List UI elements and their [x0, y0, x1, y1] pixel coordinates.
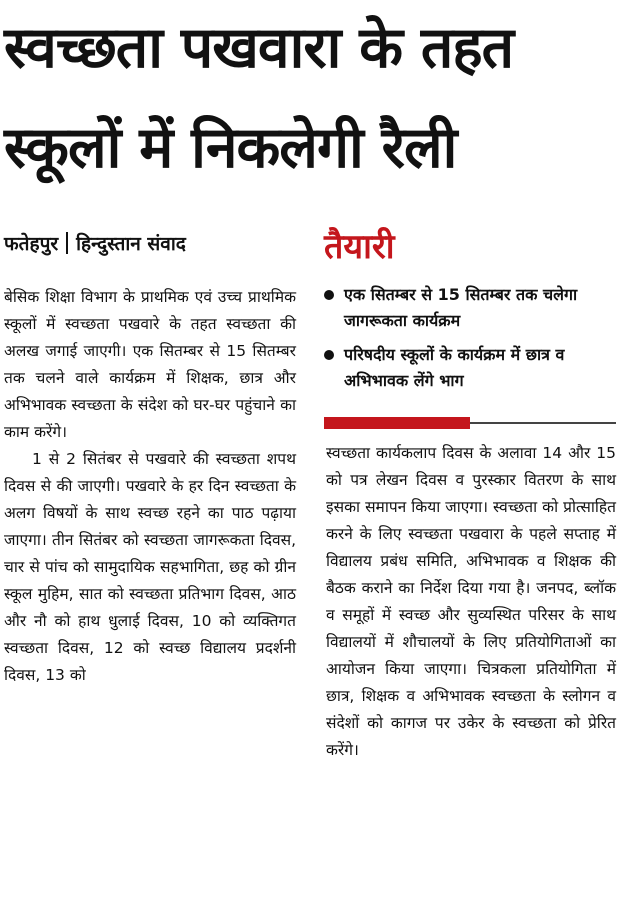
article-column-left [4, 284, 296, 689]
byline [4, 230, 186, 256]
sidebar-tag: तैयारी [324, 227, 395, 267]
bullet-item [322, 282, 622, 334]
article-column-right [326, 440, 616, 764]
bullet-text: परिषदीय स्कूलों के कार्यक्रम में छात्र व अभिभावक लेंगे भाग [344, 345, 565, 390]
bullet-text: एक सितम्बर से 15 सितम्बर तक चलेगा जागरूकता कार्यक्रम [344, 285, 578, 330]
bullet-dot-icon [324, 350, 334, 360]
section-divider-rule [470, 422, 616, 424]
article-paragraph: 1 से 2 सितंबर से पखवारे की स्वच्छता शपथ दिवस से की जाएगी। पखवारे के हर दिन स्वच्छता के अलग विषयों के साथ स्वच्छ रहने का पाठ पढ़ाया जाएगा। तीन सितंबर को स्वच्छता जागरूकता दिवस, चार से पांच को सामुदायिक सहभागिता, छह को ग्रीन स्कूल मुहिम, सात को स्वच्छता प्रतिभाग दिवस, आठ और नौ को हाथ धुलाई दिवस, 10 को व्यक्तिगत स्वच्छता दिवस, 12 को स्वच्छ विद्यालय प्रदर्शनी दिवस, 13 को [4, 450, 296, 684]
byline-place: फतेहपुर [4, 233, 59, 255]
headline-line-1: स्वच्छता पखवारा के तहत [4, 15, 514, 81]
section-divider-accent [324, 417, 470, 429]
headline [4, 2, 628, 202]
article-paragraph: बेसिक शिक्षा विभाग के प्राथमिक एवं उच्च प्राथमिक स्कूलों में स्वच्छता पखवारे के तहत स्वच्छता की अलख जगाई जाएगी। एक सितम्बर से 15 सितम्बर तक चलने वाले कार्यक्रम में शिक्षक, छात्र और अभिभावक स्वच्छता के संदेश को घर-घर पहुंचाने का काम करेंगे। [4, 288, 296, 441]
bullet-item [322, 342, 622, 394]
article-paragraph: स्वच्छता कार्यकलाप दिवस के अलावा 14 और 15 को पत्र लेखन दिवस व पुरस्कार वितरण के साथ इसका समापन किया जाएगा। स्वच्छता को प्रोत्साहित करने के लिए स्वच्छता पखवारा के पहले सप्ताह में विद्यालय प्रबंध समिति, अभिभावक व शिक्षक की बैठक कराने का निर्देश दिया गया है। जनपद, ब्लॉक व समूहों में स्वच्छ और सुव्यस्थित परिसर के साथ विद्यालयों में शौचालयों के लिए प्रतियोगिताओं का आयोजन किया जाएगा। चित्रकला प्रतियोगिता में छात्र, शिक्षक व अभिभावक स्वच्छता के स्लोगन व संदेशों को कागज पर उकेर के स्वच्छता को प्रेरित करेंगे। [326, 444, 616, 759]
byline-separator [66, 232, 68, 254]
headline-line-2: स्कूलों में निकलेगी रैली [4, 115, 457, 181]
sidebar-bullets [322, 282, 622, 402]
bullet-dot-icon [324, 290, 334, 300]
byline-source: हिन्दुस्तान संवाद [76, 233, 186, 255]
